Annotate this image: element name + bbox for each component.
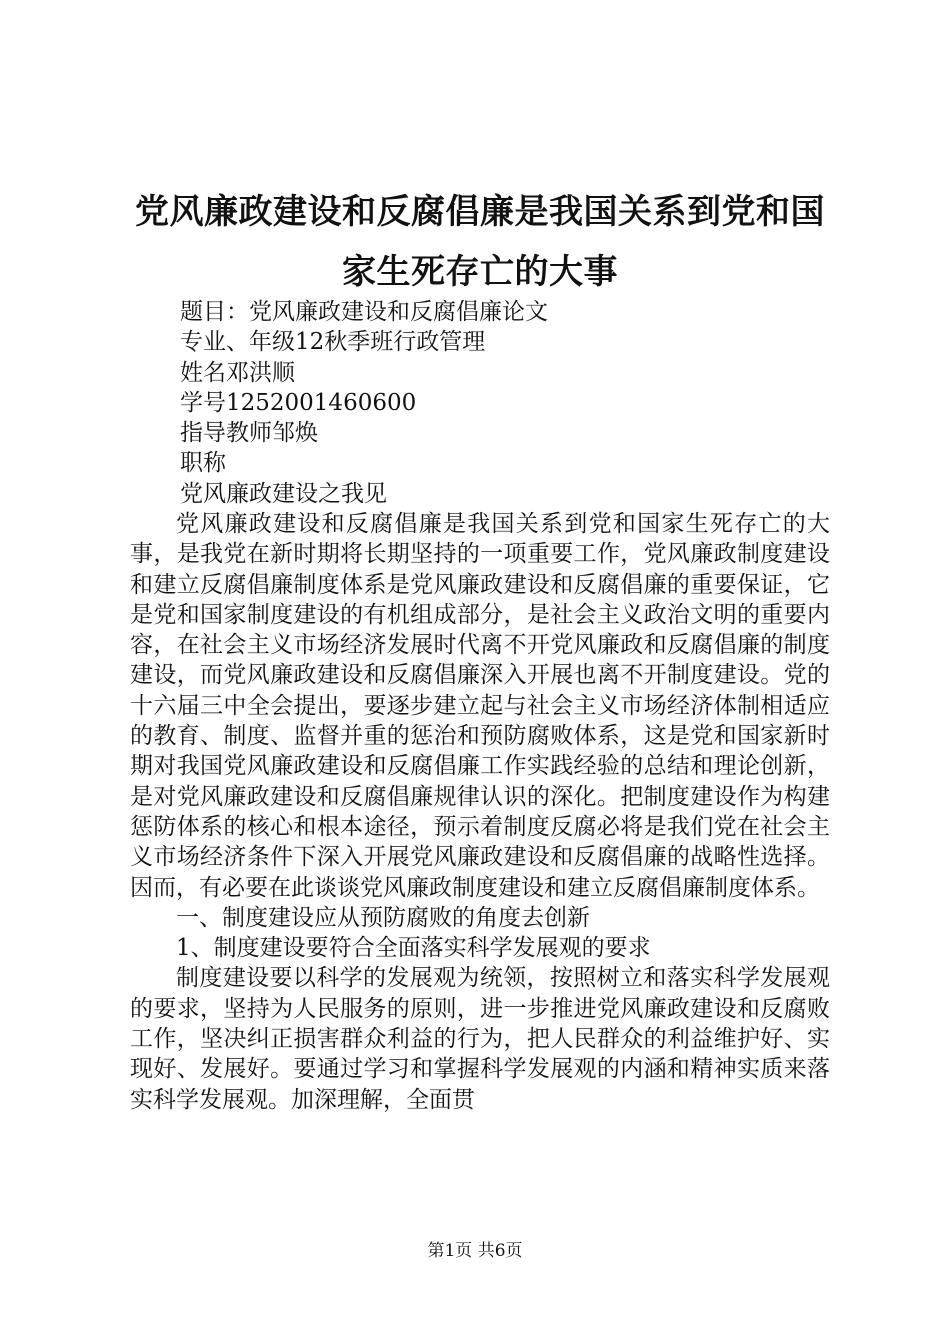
- meta-student-id: 学号1252001460600: [180, 389, 417, 416]
- title-line-1: 党风廉政建设和反腐倡廉是我国关系到党和国: [135, 192, 825, 232]
- document-title: [100, 182, 860, 302]
- meta-advisor: 指导教师邹焕: [180, 420, 318, 447]
- section-heading-1: 一、制度建设应从预防腐败的角度去创新: [176, 904, 590, 931]
- meta-major-grade: 专业、年级12秋季班行政管理: [180, 329, 486, 356]
- meta-topic: 题目：党风廉政建设和反腐倡廉论文: [180, 299, 548, 325]
- document-meta: [180, 297, 840, 509]
- page-footer: 第1页 共6页: [427, 1241, 523, 1261]
- subsection-heading-1: 1、制度建设要符合全面落实科学发展观的要求: [176, 935, 651, 962]
- paragraph-2: 制度建设要以科学的发展观为统领，按照树立和落实科学发展观的要求，坚持为人民服务的原则，进一步推进党风廉政建设和反腐败工作，坚决纠正损害群众利益的行为，把人民群众的利益维护好、实现好、发展好。要通过学习和掌握科学发展观的内涵和精神实质来落实科学发展观。加深理解，全面贯: [130, 965, 830, 1113]
- meta-title: 职称: [180, 450, 226, 477]
- meta-name: 姓名邓洪顺: [180, 359, 295, 386]
- essay-heading: 党风廉政建设之我见: [180, 480, 387, 507]
- title-line-2: 家生死存亡的大事: [342, 252, 618, 292]
- document-body: [130, 509, 830, 1115]
- paragraph-intro: 党风廉政建设和反腐倡廉是我国关系到党和国家生死存亡的大事，是我党在新时期将长期坚持的一项重要工作，党风廉政制度建设和建立反腐倡廉制度体系是党风廉政建设和反腐倡廉的重要保证，它是党和国家制度建设的有机组成部分，是社会主义政治文明的重要内容，在社会主义市场经济发展时代离不开党风廉政和反腐倡廉的制度建设，而党风廉政建设和反腐倡廉深入开展也离不开制度建设。党的十六届三中全会提出，要逐步建立起与社会主义市场经济体制相适应的教育、制度、监督并重的惩治和预防腐败体系，这是党和国家新时期对我国党风廉政建设和反腐倡廉工作实践经验的总结和理论创新，是对党风廉政建设和反腐倡廉规律认识的深化。把制度建设作为构建惩防体系的核心和根本途径，预示着制度反腐必将是我们党在社会主义市场经济条件下深入开展党风廉政建设和反腐倡廉的战略性选择。因而，有必要在此谈谈党风廉政制度建设和建立反腐倡廉制度体系。: [130, 511, 830, 901]
